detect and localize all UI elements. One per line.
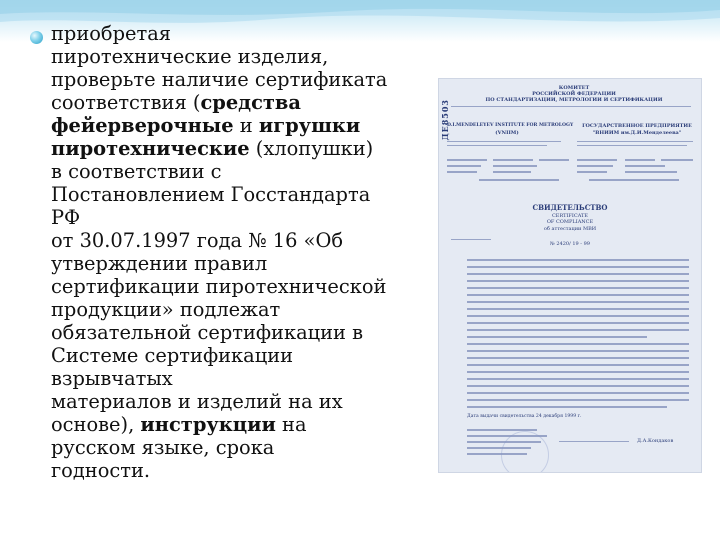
text-line <box>51 413 423 436</box>
text-line <box>51 183 423 206</box>
text-run: русском языке, срока <box>51 436 275 459</box>
text-line <box>51 68 423 91</box>
text-line <box>51 206 423 229</box>
text-line <box>51 275 423 298</box>
text-run: продукции» подлежат <box>51 298 281 321</box>
certificate-institute-right-2: "ВНИИМ им.Д.И.Менделеева" <box>592 130 682 136</box>
certificate-stamp <box>501 431 549 472</box>
text-run: в соответствии с <box>51 160 222 183</box>
text-run: (хлопушки) <box>249 137 374 160</box>
text-run-bold: инструкции <box>140 413 276 436</box>
certificate-signer: Д.А.Кондаков <box>637 438 674 444</box>
certificate-number: № 2420/ 19 - 99 <box>550 241 590 247</box>
text-line <box>51 367 423 390</box>
text-line <box>51 252 423 275</box>
bullet-icon <box>30 31 43 44</box>
text-run: от 30.07.1997 года № 16 «Об <box>51 229 344 252</box>
text-run: пиротехнические изделия, <box>51 45 329 68</box>
certificate-institute-right: ГОСУДАРСТВЕННОЕ ПРЕДПРИЯТИЕ <box>582 123 692 129</box>
text-run: проверьте наличие сертификата <box>51 68 388 91</box>
text-run: и <box>233 114 259 137</box>
certificate-image <box>439 79 701 472</box>
text-run: утверждении правил <box>51 252 268 275</box>
slide-body-text <box>51 22 423 482</box>
text-line <box>51 22 423 45</box>
certificate-committee: КОМИТЕТ <box>558 85 590 91</box>
certificate-title: СВИДЕТЕЛЬСТВО <box>532 203 608 212</box>
text-line <box>51 344 423 367</box>
certificate-federation: РОССИЙСКОЙ ФЕДЕРАЦИИ <box>532 91 616 97</box>
text-run: годности. <box>51 459 151 482</box>
text-run: обязательной сертификации в <box>51 321 364 344</box>
text-line <box>51 114 423 137</box>
text-run-bold: средства <box>200 91 301 114</box>
certificate-institute-left-abbr: (VNIIM) <box>495 130 519 136</box>
text-line <box>51 160 423 183</box>
text-run: соответствия ( <box>51 91 201 114</box>
text-line <box>51 229 423 252</box>
text-run: РФ <box>51 206 81 229</box>
text-run: сертификации пиротехнической <box>51 275 387 298</box>
certificate-institute-left: D.I.MENDELEYEV INSTITUTE FOR METROLOGY <box>447 123 574 128</box>
text-run: приобретая <box>51 22 172 45</box>
certificate-vertical-mark: ДЕ8503 <box>440 99 450 141</box>
text-run-bold: пиротехнические <box>51 137 250 160</box>
text-run: материалов и изделий на их <box>51 390 343 413</box>
certificate-committee-full: ПО СТАНДАРТИЗАЦИИ, МЕТРОЛОГИИ И СЕРТИФИКАЦИИ <box>485 97 663 103</box>
text-run: Системе сертификации <box>51 344 294 367</box>
text-run-bold: фейерверочные <box>51 114 234 137</box>
certificate-subtitle-1: CERTIFICATE <box>551 213 589 219</box>
text-line <box>51 137 423 160</box>
text-run: на <box>275 413 307 436</box>
text-run-bold: игрушки <box>258 114 361 137</box>
text-run: Постановлением Госстандарта <box>51 183 371 206</box>
text-line <box>51 459 423 482</box>
text-line <box>51 321 423 344</box>
text-line <box>51 91 423 114</box>
text-run: основе), <box>51 413 141 436</box>
text-line <box>51 390 423 413</box>
text-run: взрывчатых <box>51 367 173 390</box>
certificate-attestation: об аттестации МВИ <box>543 226 597 232</box>
text-line <box>51 45 423 68</box>
text-line <box>51 436 423 459</box>
certificate-subtitle-2: OF COMPLIANCE <box>546 219 594 225</box>
certificate-date-line: Дата выдачи свидетельства 24 декабря 1999 г. <box>467 414 582 419</box>
text-line <box>51 298 423 321</box>
